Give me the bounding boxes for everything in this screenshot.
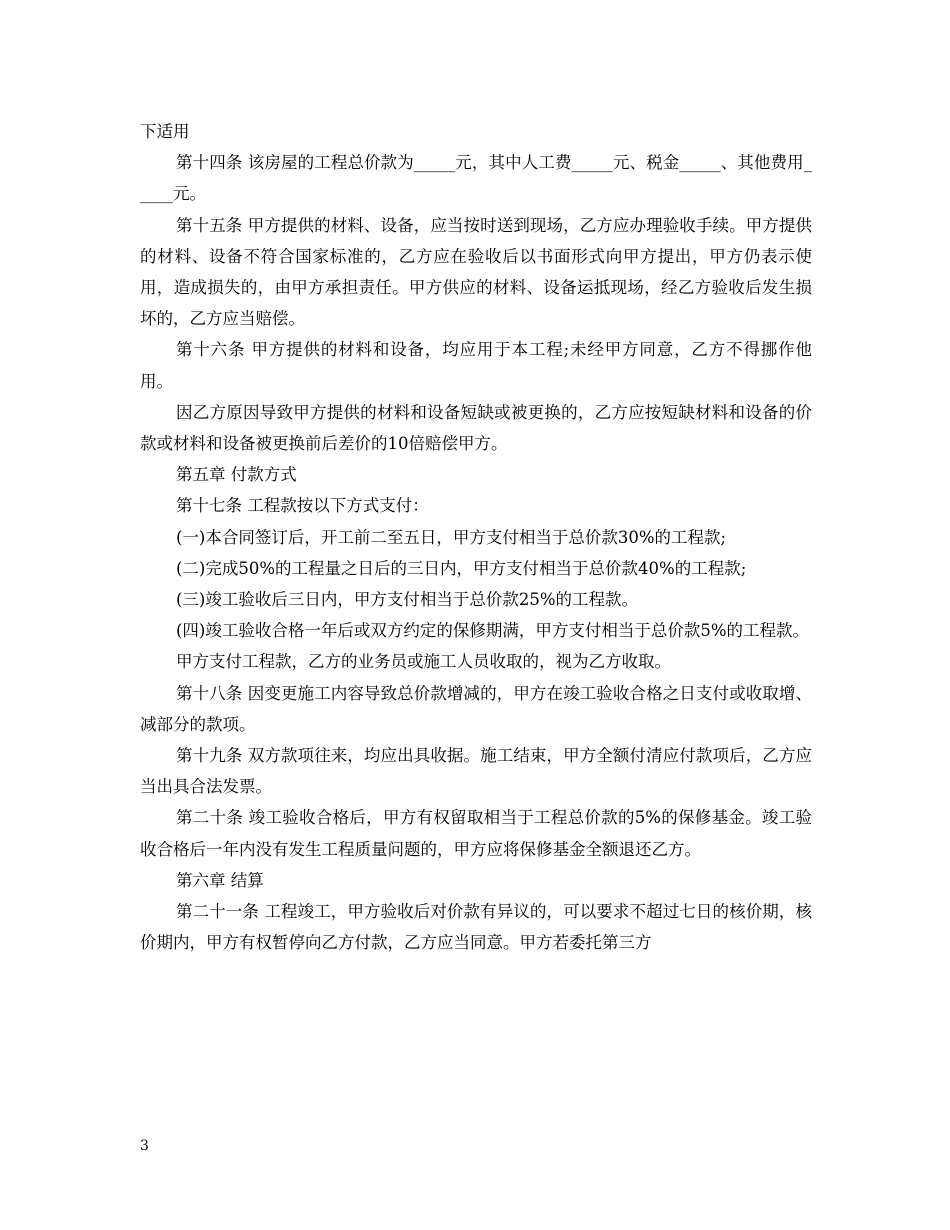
chapter-heading-settlement: 第六章 结算 xyxy=(176,870,264,890)
paragraph-continuation: 下适用 xyxy=(140,122,190,141)
payment-item-3: (三)竣工验收后三日内，甲方支付相当于总价款25%的工程款。 xyxy=(176,590,639,610)
paragraph-article-20: 第二十条 竣工验收合格后，甲方有权留取相当于工程总价款的5%的保修基金。竣工验收合格后一年内没有发生工程质量问题的，甲方应将保修基金全额退还乙方。 xyxy=(140,808,812,859)
payment-item-2: (二)完成50%的工程量之日后的三日内，甲方支付相当于总价款40%的工程款; xyxy=(176,558,747,578)
paragraph-article-19: 第十九条 双方款项往来，均应出具收据。施工结束，甲方全额付清应付款项后，乙方应当出具合法发票。 xyxy=(140,746,812,797)
paragraph-payment-receipt: 甲方支付工程款，乙方的业务员或施工人员收取的，视为乙方收取。 xyxy=(176,652,671,672)
chapter-heading-payment: 第五章 付款方式 xyxy=(176,465,297,485)
paragraph-article-15: 第十五条 甲方提供的材料、设备，应当按时送到现场，乙方应办理验收手续。甲方提供的材料、设备不符合国家标准的，乙方应在验收后以书面形式向甲方提出，甲方仍表示使用，造成损失的，由甲方承担责任。甲方供应的材料、设备运抵现场，经乙方验收后发生损坏的，乙方应当赔偿。 xyxy=(140,215,812,329)
paragraph-article-14: 第十四条 该房屋的工程总价款为_____元，其中人工费_____元、税金_____、其他费用_____元。 xyxy=(140,153,812,204)
payment-item-1: (一)本合同签订后，开工前二至五日，甲方支付相当于总价款30%的工程款; xyxy=(176,527,727,547)
paragraph-article-16-supplement: 因乙方原因导致甲方提供的材料和设备短缺或被更换的，乙方应按短缺材料和设备的价款或材料和设备被更换前后差价的10倍赔偿甲方。 xyxy=(140,402,812,454)
document-body xyxy=(140,116,812,958)
paragraph-article-16: 第十六条 甲方提供的材料和设备，均应用于本工程;未经甲方同意，乙方不得挪作他用。 xyxy=(140,340,812,391)
paragraph-article-17: 第十七条 工程款按以下方式支付： xyxy=(176,496,429,516)
paragraph-article-21: 第二十一条 工程竣工，甲方验收后对价款有异议的，可以要求不超过七日的核价期，核价期内，甲方有权暂停向乙方付款，乙方应当同意。甲方若委托第三方 xyxy=(140,902,812,953)
page-number: 3 xyxy=(140,1138,149,1154)
payment-item-4: (四)竣工验收合格一年后或双方约定的保修期满，甲方支付相当于总价款5%的工程款。 xyxy=(176,621,810,641)
paragraph-article-18: 第十八条 因变更施工内容导致总价款增减的，甲方在竣工验收合格之日支付或收取增、减部分的款项。 xyxy=(140,683,812,734)
